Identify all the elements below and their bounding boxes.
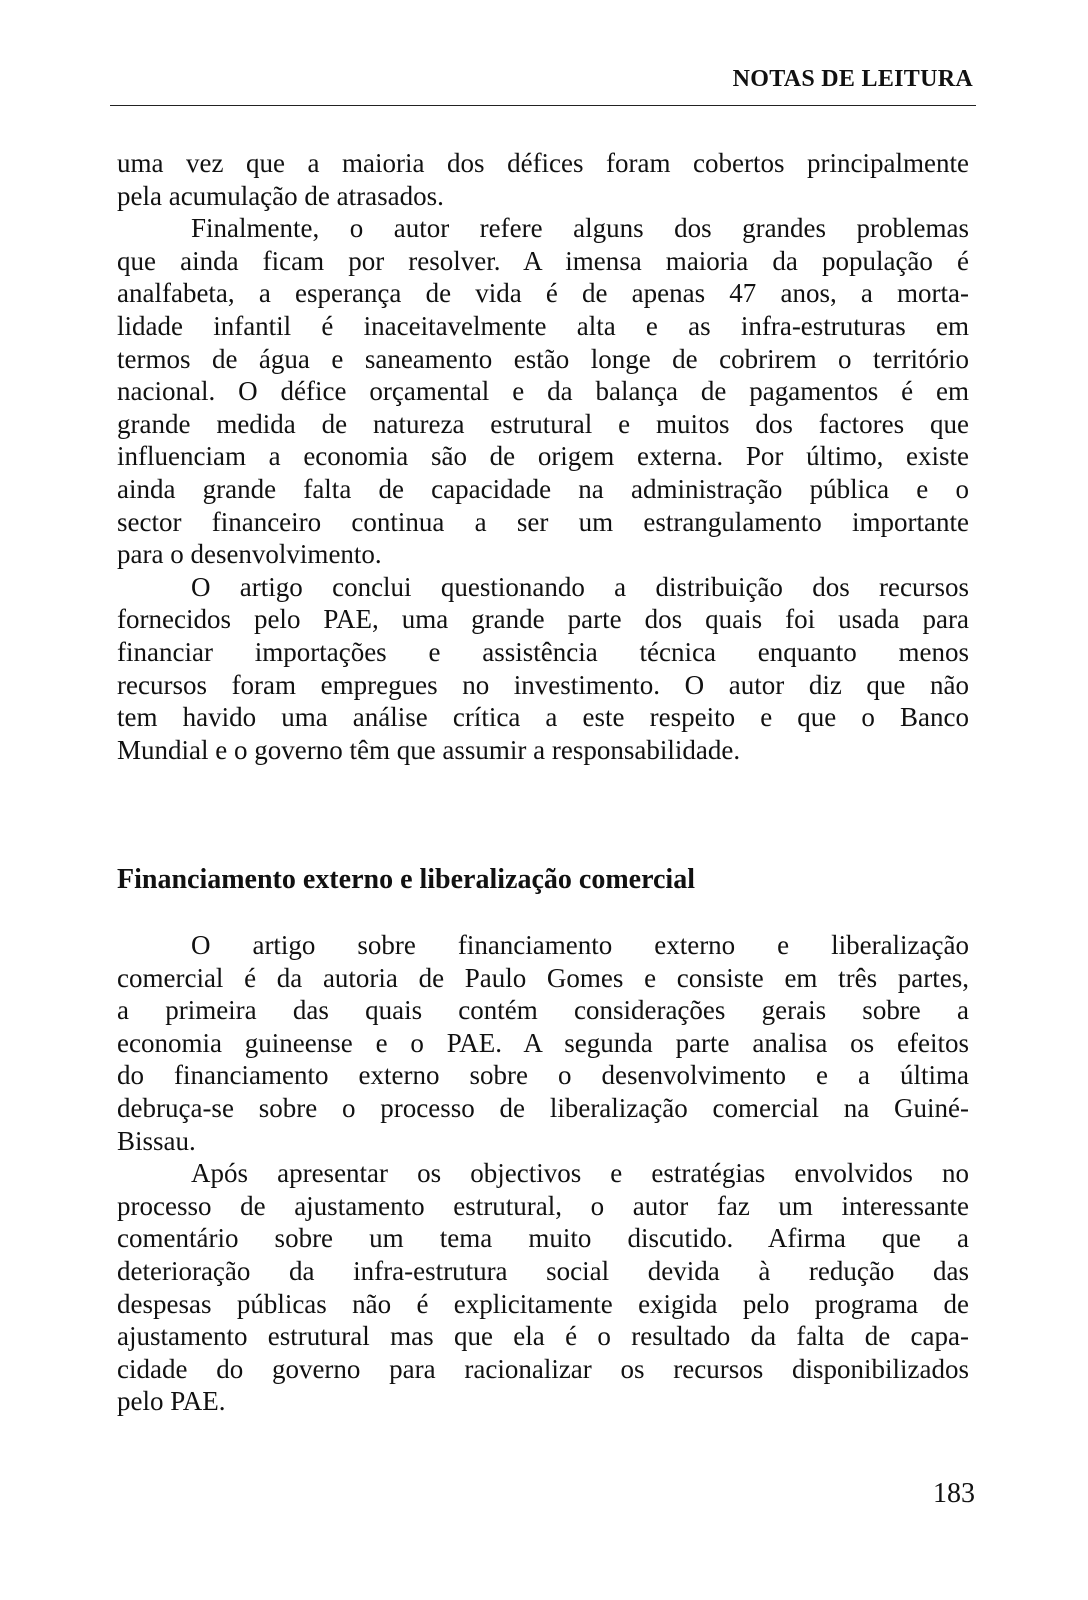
text-line: pela acumulação de atrasados. — [117, 180, 444, 211]
text-line: lidade infantil é inaceitavelmente alta e as infra-estruturas em — [117, 310, 969, 341]
text-line: pelo PAE. — [117, 1386, 226, 1417]
text-line: recursos foram empregues no investimento. O autor diz que não — [117, 669, 969, 700]
text-line: ajustamento estrutural mas que ela é o resultado da falta de capa- — [117, 1321, 969, 1352]
section-heading: Financiamento externo e liberalização comercial — [117, 864, 695, 895]
paragraph — [117, 1157, 969, 1418]
text-line: financiar importações e assistência técnica enquanto menos — [117, 636, 969, 667]
paragraph — [117, 929, 969, 1157]
text-line: a primeira das quais contém considerações gerais sobre a — [117, 995, 969, 1026]
text-line: debruça-se sobre o processo de liberalização comercial na Guiné- — [117, 1092, 969, 1123]
text-line: deterioração da infra-estrutura social devida à redução das — [117, 1255, 969, 1286]
text-line: que ainda ficam por resolver. A imensa maioria da população é — [117, 245, 969, 276]
text-line: processo de ajustamento estrutural, o autor faz um interessante — [117, 1190, 969, 1221]
text-line: para o desenvolvimento. — [117, 539, 382, 570]
text-line: economia guineense e o PAE. A segunda parte analisa os efeitos — [117, 1027, 969, 1058]
text-line: nacional. O défice orçamental e da balança de pagamentos é em — [117, 376, 969, 407]
text-line: O artigo sobre financiamento externo e liberalização — [191, 930, 969, 960]
text-line: tem havido uma análise crítica a este respeito e que o Banco — [117, 702, 969, 733]
text-line: comentário sobre um tema muito discutido. Afirma que a — [117, 1223, 969, 1254]
text-line: O artigo conclui questionando a distribuição dos recursos — [191, 571, 969, 602]
text-line: Após apresentar os objectivos e estratégias envolvidos no — [191, 1158, 969, 1189]
text-line: comercial é da autoria de Paulo Gomes e consiste em três partes, — [117, 962, 969, 993]
header-rule — [110, 105, 976, 106]
page-number: 183 — [933, 1478, 975, 1509]
text-line: sector financeiro continua a ser um estrangulamento importante — [117, 506, 969, 537]
text-line: grande medida de natureza estrutural e muitos dos factores que — [117, 408, 969, 439]
text-line: do financiamento externo sobre o desenvolvimento e a última — [117, 1060, 969, 1091]
paragraph — [117, 571, 969, 767]
text-line: ainda grande falta de capacidade na administração pública e o — [117, 473, 969, 504]
text-line: uma vez que a maioria dos défices foram cobertos principalmente — [117, 148, 969, 178]
text-line: despesas públicas não é explicitamente exigida pelo programa de — [117, 1288, 969, 1319]
text-line: fornecidos pelo PAE, uma grande parte dos quais foi usada para — [117, 604, 969, 635]
paragraph — [117, 212, 969, 571]
text-line: Bissau. — [117, 1125, 196, 1156]
body-text-section-2 — [117, 929, 969, 1418]
text-line: Mundial e o governo têm que assumir a responsabilidade. — [117, 734, 741, 765]
running-head: NOTAS DE LEITURA — [732, 66, 973, 92]
text-line: termos de água e saneamento estão longe de cobrirem o território — [117, 343, 969, 374]
text-line: cidade do governo para racionalizar os recursos disponibilizados — [117, 1353, 969, 1384]
paragraph — [117, 147, 969, 212]
body-text-section-1 — [117, 147, 969, 766]
text-line: analfabeta, a esperança de vida é de apenas 47 anos, a morta- — [117, 278, 969, 309]
text-line: influenciam a economia são de origem externa. Por último, existe — [117, 441, 969, 472]
text-line: Finalmente, o autor refere alguns dos grandes problemas — [191, 213, 969, 244]
